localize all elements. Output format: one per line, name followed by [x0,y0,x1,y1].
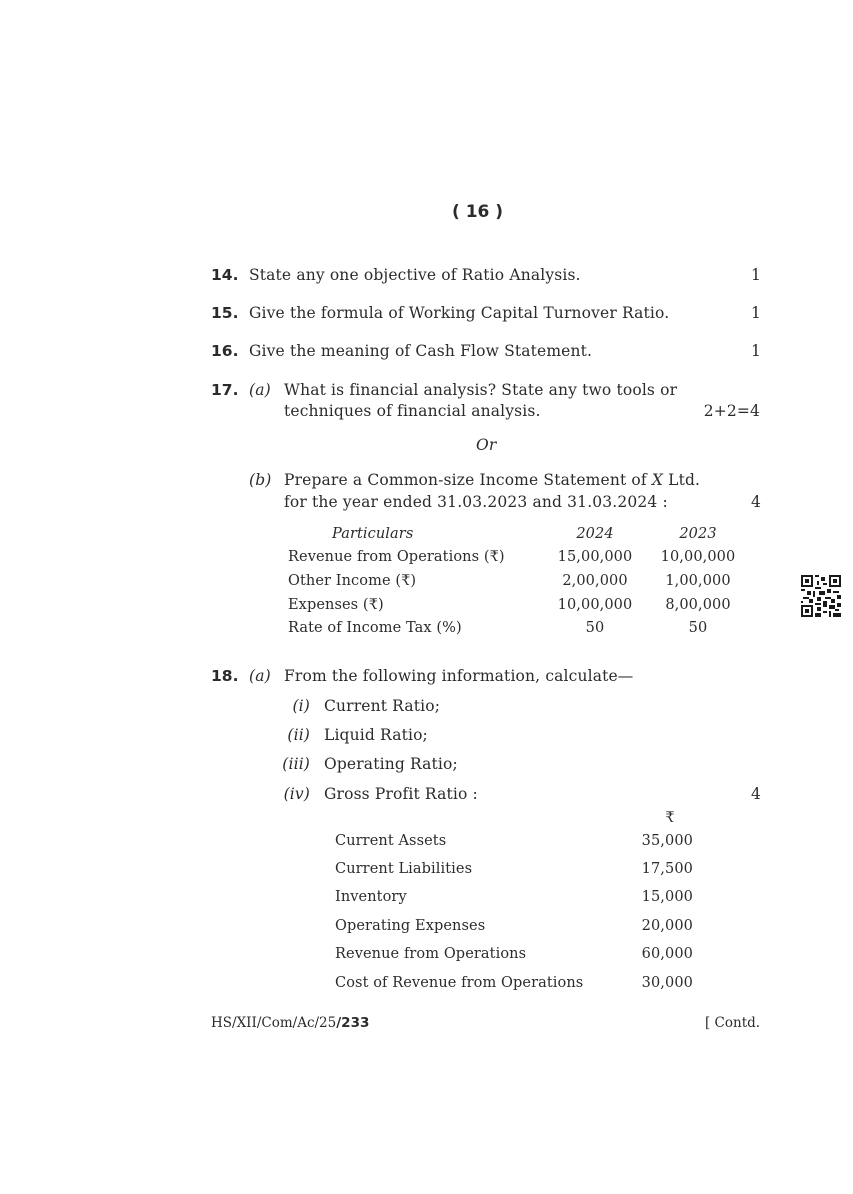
page-number: ( 16 ) [452,202,504,222]
part-label: (a) [249,381,271,399]
sub-item-text: Gross Profit Ratio : [324,785,478,803]
sub-item-text: Operating Ratio; [324,755,458,773]
table-cell: 2,00,000 [562,573,628,589]
table-cell: Current Liabilities [335,861,473,877]
question-marks: 1 [751,266,762,284]
table-cell: 50 [688,620,708,636]
table-cell: Operating Expenses [335,918,486,934]
question-text: From the following information, calculate— [284,667,634,685]
table-cell: 15,00,000 [557,549,633,565]
question-text: Give the formula of Working Capital Turnover Ratio. [249,304,670,322]
table-cell: 60,000 [641,946,693,962]
table-header: Particulars [332,526,414,542]
qr-code-icon [801,575,841,617]
sub-item-text: Current Ratio; [324,697,441,715]
sub-item-label: (iv) [283,785,310,803]
continued-marker: [ Contd. [705,1015,761,1031]
question-marks: 2+2=4 [703,402,760,420]
table-cell: 8,00,000 [665,597,731,613]
table-cell: 10,00,000 [660,549,736,565]
question-number: 18. [211,667,239,685]
table-header: 2023 [679,526,717,542]
table-cell: 17,500 [641,861,693,877]
question-text: Give the meaning of Cash Flow Statement. [249,342,593,360]
table-cell: 35,000 [641,833,693,849]
table-cell: Cost of Revenue from Operations [335,975,584,991]
question-number: 15. [211,304,239,322]
sub-item-text: Liquid Ratio; [324,726,428,744]
question-number: 16. [211,342,239,360]
table-cell: 15,000 [641,889,693,905]
question-marks: 1 [751,304,762,322]
part-label: (a) [249,667,271,685]
table-cell: Revenue from Operations (₹) [288,549,505,565]
table-cell: 1,00,000 [665,573,731,589]
paper-code: HS/XII/Com/Ac/25/233 [211,1015,370,1031]
table-cell: Rate of Income Tax (%) [288,620,462,636]
sub-item-label: (iii) [282,755,310,773]
table-cell: Inventory [335,889,407,905]
table-cell: Other Income (₹) [288,573,417,589]
table-header: 2024 [576,526,614,542]
question-text-line2: for the year ended 31.03.2023 and 31.03.2024 : [284,493,668,511]
table-cell: 50 [585,620,605,636]
sub-item-label: (i) [292,697,310,715]
question-number: 17. [211,381,239,399]
table-cell: 20,000 [641,918,693,934]
part-label: (b) [249,471,272,489]
table-cell: 10,00,000 [557,597,633,613]
currency-header: ₹ [665,810,675,826]
question-marks: 4 [751,785,762,803]
or-separator: Or [476,436,497,454]
table-cell: 30,000 [641,975,693,991]
table-cell: Expenses (₹) [288,597,384,613]
table-cell: Current Assets [335,833,447,849]
sub-item-label: (ii) [287,726,310,744]
question-text-line2: techniques of financial analysis. [284,402,541,420]
question-marks: 4 [751,493,762,511]
table-cell: Revenue from Operations [335,946,527,962]
question-text-line1: Prepare a Common-size Income Statement of X Ltd. [284,471,701,489]
question-text: State any one objective of Ratio Analysis. [249,266,581,284]
question-text-line1: What is financial analysis? State any two tools or [284,381,678,399]
question-marks: 1 [751,342,762,360]
question-number: 14. [211,266,239,284]
